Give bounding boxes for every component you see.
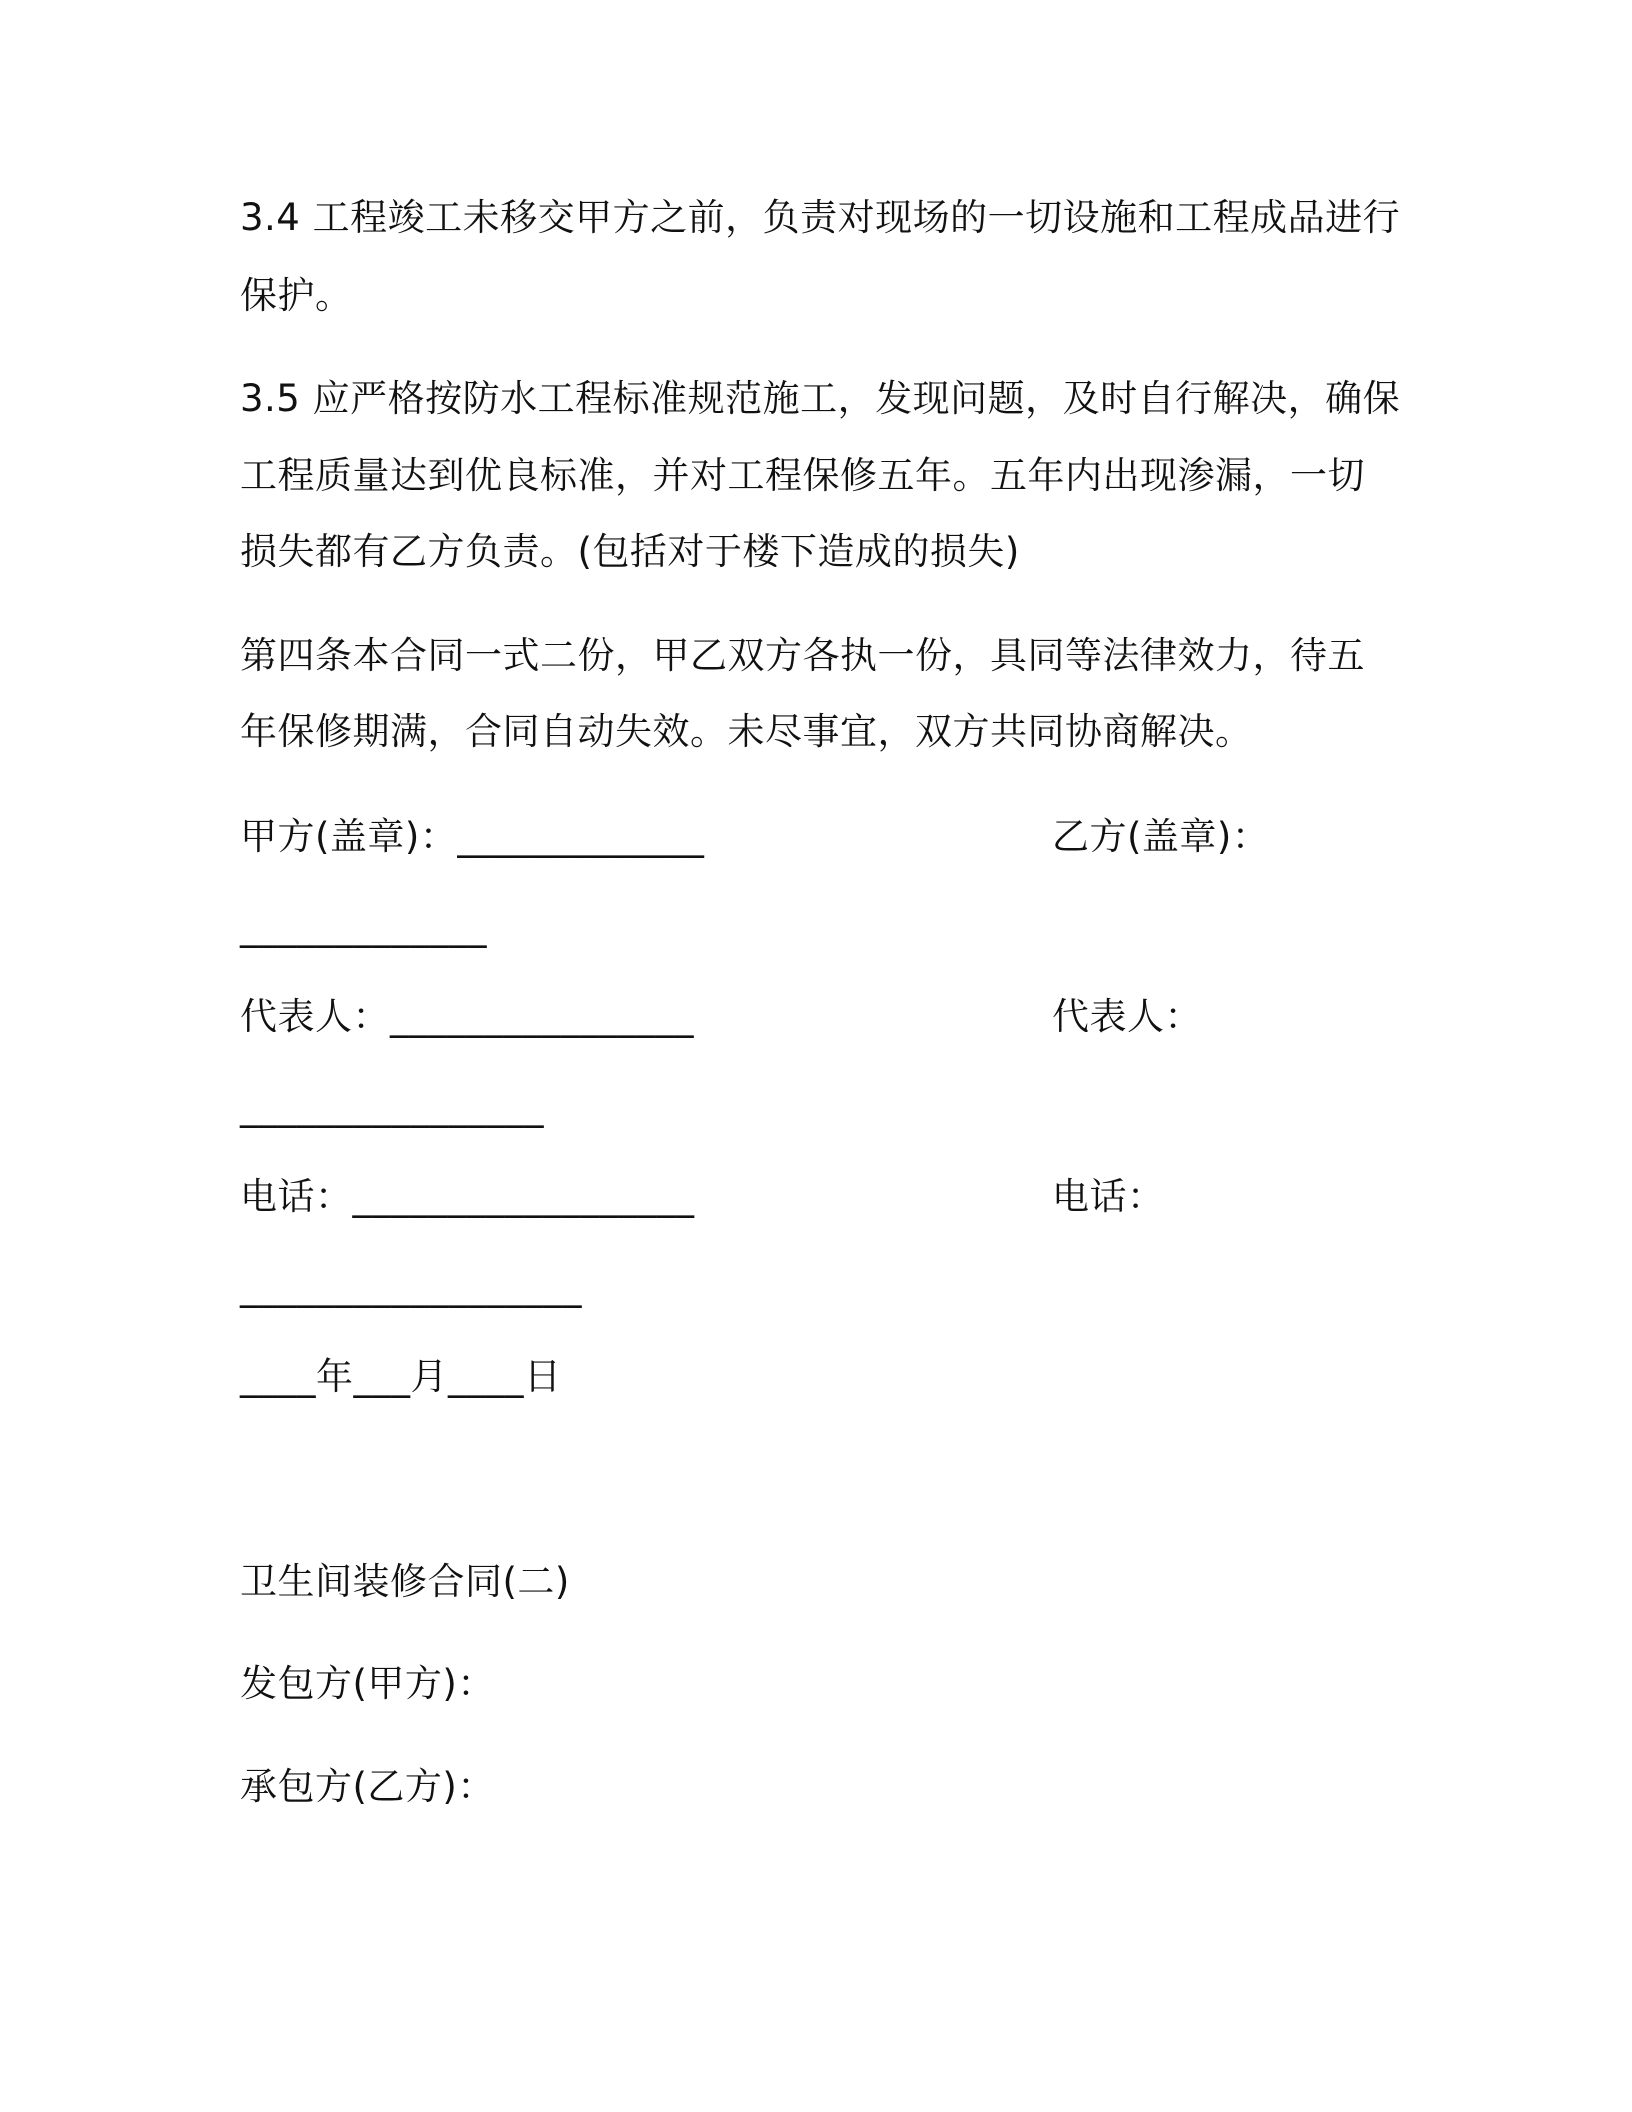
party-a-seal-field: 甲方(盖章)：_____________ [240, 815, 705, 858]
article-4-line-1: 第四条本合同一式二份，甲乙双方各执一份，具同等法律效力，待五 [240, 634, 1365, 677]
issuer-party-a-label: 发包方(甲方)： [240, 1662, 495, 1705]
party-b-representative-blank: ________________ [240, 1085, 544, 1128]
clause-3-5-line-2: 工程质量达到优良标准，并对工程保修五年。五年内出现渗漏，一切 [240, 454, 1365, 497]
party-a-representative-field: 代表人：________________ [240, 995, 694, 1038]
party-b-representative-label: 代表人： [1052, 995, 1202, 1038]
clause-3-4-line-2: 保护。 [240, 274, 353, 317]
party-b-phone-blank: __________________ [240, 1265, 582, 1308]
clause-3-5-line-3: 损失都有乙方负责。(包括对于楼下造成的损失) [240, 530, 1020, 573]
clause-3-5-line-1: 3.5 应严格按防水工程标准规范施工，发现问题，及时自行解决，确保 [240, 377, 1401, 420]
party-b-phone-label: 电话： [1052, 1175, 1165, 1218]
party-a-phone-field: 电话：__________________ [240, 1175, 695, 1218]
clause-3-4-line-1: 3.4 工程竣工未移交甲方之前，负责对现场的一切设施和工程成品进行 [240, 196, 1401, 239]
contractor-party-b-label: 承包方(乙方)： [240, 1765, 495, 1808]
contract-two-title: 卫生间装修合同(二) [240, 1560, 570, 1603]
date-field: ____年___月____日 [240, 1355, 562, 1398]
party-b-seal-blank: _____________ [240, 905, 487, 948]
article-4-line-2: 年保修期满，合同自动失效。未尽事宜，双方共同协商解决。 [240, 710, 1253, 753]
party-b-seal-label: 乙方(盖章)： [1052, 815, 1270, 858]
